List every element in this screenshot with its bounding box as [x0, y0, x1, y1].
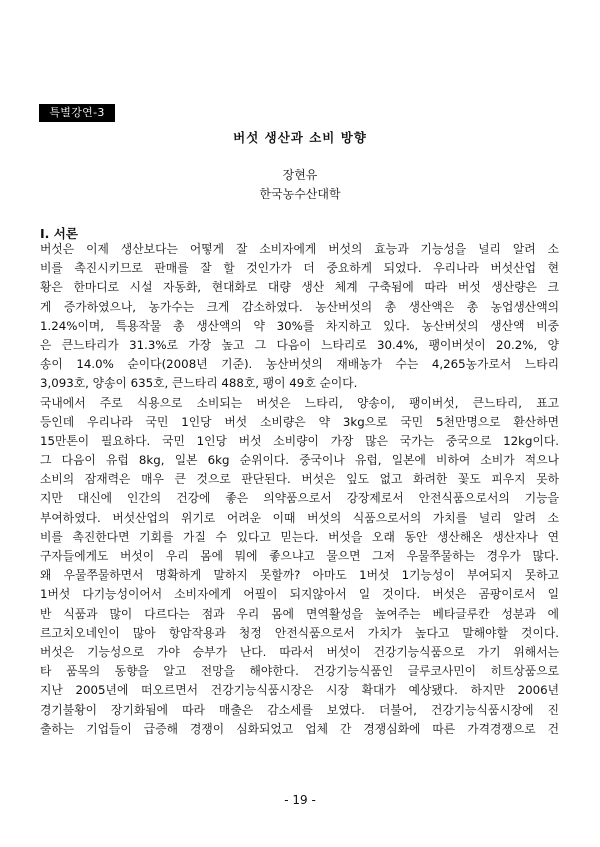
body-line: 황은 한마디로 시설 자동화, 현대화로 대량 생산 체계 구축됨에 따라 버섯 생산량은 크: [40, 280, 559, 295]
body-line: 버섯은 이제 생산보다는 어떻게 잘 소비자에게 버섯의 효능과 기능성을 널리 알려 소: [40, 242, 559, 256]
body-line: 1.24%이며, 특용작물 총 생산액의 약 30%를 차지하고 있다. 농산버섯의 생산액 비중: [40, 318, 559, 333]
body-line: 비를 촉진시키므로 판매를 잘 할 것인가가 더 중요하게 되었다. 우리나라 버섯산업 현: [40, 261, 559, 276]
section-badge: 특별강연-3: [39, 104, 115, 122]
body-line: 반 식품과 많이 다르다는 점과 우리 몸에 면역활성을 높여주는 베타글루칸 성분과 에: [40, 606, 559, 621]
body-line: 르고치오네인이 많아 항암작용과 청정 안전식품으로서 가치가 높다고 말해야할 것이다.: [40, 625, 559, 640]
body-line: 지만 대신에 인간의 건강에 좋은 의약품으로서 강장제로서 안전식품으로서의 기능을: [40, 491, 559, 506]
body-line: 비를 촉진한다면 기회를 가질 수 있다고 믿는다. 버섯을 오래 동안 생산해온 생산자나 연: [40, 529, 559, 544]
body-line: 타 품목의 동향을 알고 전망을 해야한다. 건강기능식품인 글루코사민이 히트상품으로: [40, 664, 559, 679]
section-heading: Ⅰ. 서론: [40, 226, 78, 241]
body-line: 15만톤이 필요하다. 국민 1인당 버섯 소비량이 가장 많은 국가는 중국으로 12kg이다.: [40, 433, 559, 448]
body-line: 등인데 우리나라 국민 1인당 버섯 소비량은 약 3kg으로 국민 5천만명으로 환산하면: [40, 414, 559, 429]
body-line: 경기불황이 장기화됨에 따라 매출은 감소세를 보였다. 더불어, 건강기능식품시장에 진: [40, 702, 559, 717]
body-line: 버섯은 기능성으로 가야 승부가 난다. 따라서 버섯이 건강기능식품으로 가기 위해서는: [40, 644, 559, 659]
page-number: - 19 -: [284, 793, 316, 807]
body-line: 출하는 기업들이 급증해 경쟁이 심화되었고 업체 간 경쟁심화에 따른 가격경쟁으로 건: [40, 721, 559, 736]
author-affiliation: 한국농수산대학: [259, 187, 341, 201]
body-line: 소비의 잠재력은 매우 큰 것으로 판단된다. 버섯은 잎도 없고 화려한 꽃도 피우지 못하: [40, 472, 559, 487]
body-line: 지난 2005년에 떠오르면서 건강기능식품시장은 시장 확대가 예상됐다. 하지만 2006년: [40, 683, 559, 698]
body-line: 구자들에게도 버섯이 우리 몸에 뭐에 좋으냐고 물으면 그저 우물쭈물하는 경우가 많다.: [40, 549, 559, 563]
body-line: 부여하였다. 버섯산업의 위기로 어려운 이때 버섯의 식품으로서의 가치를 널리 알려 소: [40, 510, 559, 525]
body-line: 그 다음이 유럽 8kg, 일본 6kg 순위이다. 중국이나 유럽, 일본에 비하여 소비가 적으나: [40, 453, 559, 468]
body-line: 송이 14.0% 순이다(2008년 기준). 농산버섯의 재배농가 수는 4,265농가로서 느타리: [40, 357, 559, 372]
author-name: 장현유: [282, 168, 318, 182]
body-line: 왜 우물쭈물하면서 명확하게 말하지 못할까? 아마도 1버섯 1기능성이 부여되지 못하고: [40, 568, 559, 583]
body-line: 은 큰느타리가 31.3%로 가장 높고 그 다음이 느타리로 30.4%, 팽이버섯이 20.2%, 양: [40, 337, 559, 352]
body-line: 게 증가하였으나, 농가수는 크게 감소하였다. 농산버섯의 총 생산액은 총 농업생산액의: [40, 299, 559, 314]
body-text: [40, 240, 559, 739]
body-line: 1버섯 다기능성이어서 소비자에게 어필이 되지않아서 일 것이다. 버섯은 곰팡이로서 일: [40, 587, 559, 602]
body-line: 3,093호, 양송이 635호, 큰느타리 488호, 팽이 49호 순이다.: [40, 376, 358, 391]
body-line: 국내에서 주로 식용으로 소비되는 버섯은 느타리, 양송이, 팽이버섯, 큰느타리, 표고: [40, 395, 559, 410]
paper-title: 버섯 생산과 소비 방향: [233, 130, 367, 145]
